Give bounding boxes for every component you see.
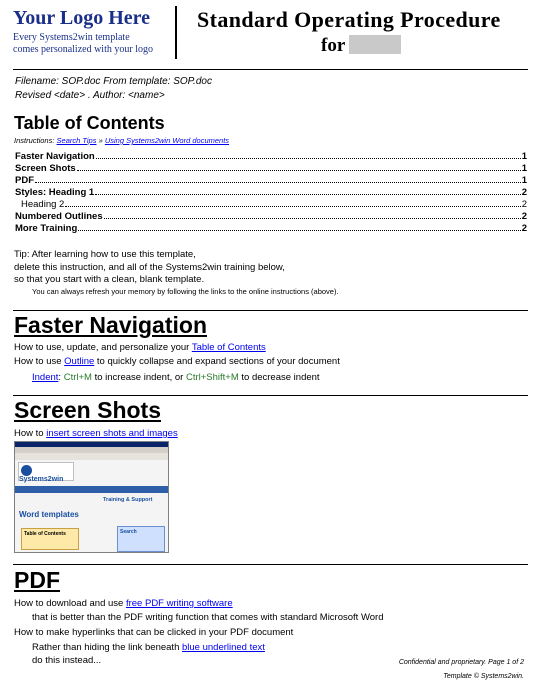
free-pdf-software-link[interactable]: free PDF writing software [125, 598, 233, 609]
toc-separator: » [96, 136, 105, 145]
thumb-logo-icon [21, 465, 32, 476]
thumb-search-title: Search [120, 529, 137, 535]
toc-entry-label: Styles: Heading 1 [15, 187, 95, 198]
section-rule [13, 310, 528, 311]
thumb-logo-text: Systems2win [19, 476, 64, 483]
toc-entry-label: Heading 2 [21, 199, 65, 210]
for-placeholder-field[interactable] [349, 35, 401, 54]
toc-leader [78, 230, 520, 231]
tip-refresh-note: You can always refresh your memory by following the links to the online instructions (above). [32, 287, 339, 296]
toc-title: Table of Contents [14, 113, 165, 133]
toc-entry[interactable] [15, 186, 527, 198]
shortcut-increase-indent: Ctrl+M [63, 372, 92, 383]
tip-line-3: so that you start with a clean, blank template. [14, 274, 205, 285]
toc-entry-page: 2 [521, 223, 527, 234]
insert-screen-shots-link[interactable]: insert screen shots and images [46, 428, 178, 439]
toc-entry-page: 2 [521, 187, 527, 198]
toc-entry[interactable] [15, 222, 527, 234]
screenshot-thumbnail[interactable] [14, 441, 169, 553]
faster-nav-line-2-prefix: How to use [14, 356, 65, 367]
thumb-search-box [117, 526, 165, 552]
toc-leader [65, 206, 520, 207]
filename-line: Filename: SOP.doc From template: SOP.doc [15, 76, 212, 87]
toc-leader [96, 158, 521, 159]
toc-entry-label: PDF [15, 175, 34, 186]
toc-entry-page: 1 [521, 175, 527, 186]
for-label: for [321, 35, 346, 56]
blue-underlined-text-link[interactable]: blue underlined text [182, 642, 265, 653]
thumb-logo [18, 462, 74, 481]
toc-entry-label: Faster Navigation [15, 151, 95, 162]
toc-entry-label: Numbered Outlines [15, 211, 103, 222]
using-systems2win-link[interactable]: Using Systems2win Word documents [104, 136, 230, 145]
screen-shots-line-1-text: How to [14, 428, 47, 439]
toc-entry-label: More Training [15, 223, 78, 234]
document-title: Standard Operating Procedure [197, 7, 501, 32]
shortcut-decrease-indent: Ctrl+Shift+M [185, 372, 239, 383]
toc-entry-label: Screen Shots [15, 163, 76, 174]
thumb-toolbar [15, 453, 168, 460]
thumb-toc-box [21, 528, 79, 550]
toc-entry-page: 1 [521, 151, 527, 162]
footer-template: Template © Systems2win. [443, 673, 524, 680]
pdf-line-1 [14, 598, 233, 609]
heading-faster-navigation: Faster Navigation [14, 312, 207, 338]
toc-entry[interactable] [15, 150, 527, 162]
indent-link[interactable]: Indent [32, 372, 59, 383]
toc-instructions [14, 136, 229, 145]
toc-leader [95, 194, 521, 195]
indent-colon: : [58, 372, 64, 383]
revised-line: Revised <date> . Author: <name> [15, 90, 165, 101]
toc-leader [104, 218, 521, 219]
tip-line-1: Tip: After learning how to use this template, [14, 249, 196, 260]
heading-screen-shots: Screen Shots [14, 397, 161, 423]
heading-pdf: PDF [14, 567, 60, 593]
thumb-toc-title: Table of Contents [24, 531, 66, 537]
pdf-line-5: do this instead... [32, 655, 102, 666]
faster-nav-line-1 [14, 342, 266, 353]
toc-entry[interactable] [15, 198, 527, 210]
section-rule [13, 564, 528, 565]
header-divider [175, 6, 177, 59]
indent-text-mid: to increase indent, or [91, 372, 186, 383]
pdf-line-1-text: How to download and use [14, 598, 126, 609]
faster-nav-line-1-text: How to use, update, and personalize your [14, 342, 192, 353]
faster-nav-line-2 [14, 356, 340, 367]
pdf-line-3: How to make hyperlinks that can be clicked in your PDF document [14, 627, 294, 638]
toc-instructions-label: Instructions: [14, 136, 57, 145]
logo-line-1: Every Systems2win template [13, 32, 130, 43]
header-rule [13, 69, 528, 70]
logo-line-2: comes personalized with your logo [13, 44, 153, 55]
faster-nav-line-2-suffix: to quickly collapse and expand sections of your document [94, 356, 340, 367]
footer-confidential: Confidential and proprietary. Page 1 of 2 [398, 659, 524, 666]
logo-title: Your Logo Here [13, 7, 151, 29]
for-row [321, 35, 401, 57]
section-rule [13, 395, 528, 396]
thumb-word-templates: Word templates [19, 510, 79, 519]
pdf-line-2: that is better than the PDF writing function that comes with standard Microsoft Word [32, 612, 384, 623]
toc-entry-page: 1 [521, 163, 527, 174]
toc-entry[interactable] [15, 162, 527, 174]
outline-link[interactable]: Outline [64, 356, 95, 367]
toc-entry-page: 2 [521, 211, 527, 222]
logo-subtitle [13, 32, 153, 56]
thumb-training-link: Training & Support [103, 497, 153, 503]
toc-entry[interactable] [15, 210, 527, 222]
table-of-contents-link[interactable]: Table of Contents [191, 342, 266, 353]
indent-text-end: to decrease indent [238, 372, 320, 383]
toc-entry-page: 2 [521, 199, 527, 210]
tip-line-2: delete this instruction, and all of the Systems2win training below, [14, 262, 285, 273]
thumb-nav-bar [15, 486, 168, 493]
toc-leader [35, 182, 521, 183]
pdf-line-4 [32, 642, 265, 653]
toc-leader [77, 170, 521, 171]
search-tips-link[interactable]: Search Tips [56, 136, 97, 145]
screen-shots-line-1 [14, 428, 178, 439]
faster-nav-line-3 [32, 372, 320, 383]
pdf-line-4-text: Rather than hiding the link beneath [32, 642, 182, 653]
toc-entry[interactable] [15, 174, 527, 186]
